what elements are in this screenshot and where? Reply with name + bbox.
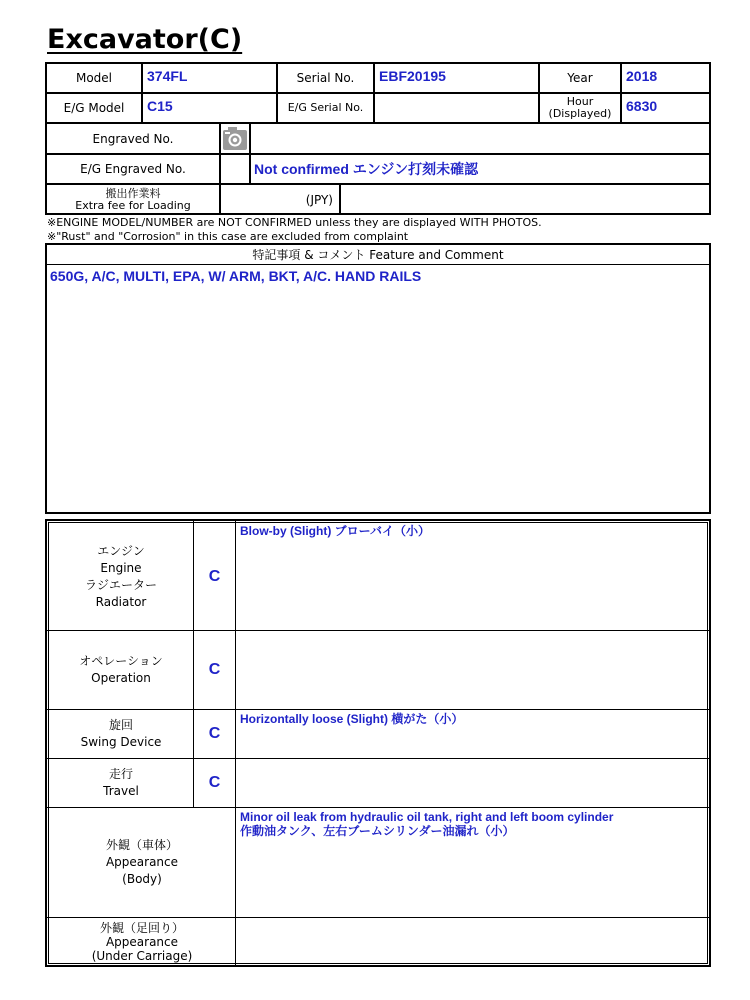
camera-icon[interactable] [222, 126, 248, 151]
engine-comment: Blow-by (Slight) ブローバイ（小） [240, 524, 431, 538]
hour-value: 6830 [626, 98, 658, 114]
page-title: Excavator(C) [47, 24, 243, 55]
eg-engraved-label: E/G Engraved No. [80, 162, 186, 176]
travel-label-en: Travel [103, 784, 139, 798]
note-engine-model: ※ENGINE MODEL/NUMBER are NOT CONFIRMED unless they are displayed WITH PHOTOS. [47, 216, 542, 229]
operation-label-en: Operation [91, 671, 151, 685]
hour-label-line1: Hour [566, 95, 594, 108]
swing-grade: C [208, 725, 221, 742]
body-label-jp: 外観（車体） [105, 838, 178, 852]
category-body-appearance [49, 808, 235, 917]
model-value: 374FL [147, 68, 188, 84]
undercarriage-label-jp: 外観（足回り） [99, 920, 184, 935]
model-label: Model [75, 71, 113, 85]
swing-label-en: Swing Device [80, 735, 162, 749]
body-label-sub: (Body) [122, 872, 162, 886]
category-operation [49, 631, 193, 709]
body-comment-jp: 作動油タンク、左右ブームシリンダー油漏れ（小） [240, 824, 515, 838]
category-engine [49, 523, 193, 630]
eg-model-label: E/G Model [63, 101, 125, 115]
year-label: Year [567, 71, 593, 85]
operation-label-jp: オペレーション [79, 654, 163, 668]
extra-fee-label-jp: 搬出作業料 [105, 186, 161, 200]
swing-comment: Horizontally loose (Slight) 横がた（小） [240, 712, 464, 726]
body-label-en: Appearance [105, 855, 179, 869]
category-swing [49, 710, 193, 758]
undercarriage-label-sub: (Under Carriage) [91, 948, 193, 963]
undercarriage-label-en: Appearance [105, 934, 179, 949]
feature-text: 650G, A/C, MULTI, EPA, W/ ARM, BKT, A/C. HAND RAILS [50, 268, 422, 284]
year-value: 2018 [626, 68, 658, 84]
extra-fee-label [47, 185, 219, 214]
currency-label: (JPY) [305, 192, 333, 207]
radiator-label-en: Radiator [95, 594, 147, 609]
engraved-label: Engraved No. [92, 131, 174, 146]
eg-engraved-value: Not confirmed エンジン打刻未確認 [254, 161, 479, 177]
extra-fee-label-en: Extra fee for Loading [75, 198, 191, 212]
engine-label-en: Engine [100, 560, 142, 575]
body-comment-en: Minor oil leak from hydraulic oil tank, right and left boom cylinder [240, 810, 614, 824]
category-travel [49, 759, 193, 807]
hour-label [540, 94, 620, 122]
note-rust: ※"Rust" and "Corrosion" in this case are excluded from complaint [47, 230, 409, 243]
engine-grade: C [208, 567, 221, 585]
operation-grade: C [208, 661, 221, 678]
category-undercarriage [49, 918, 235, 965]
engine-label-jp: エンジン [97, 543, 145, 558]
swing-label-jp: 旋回 [108, 718, 133, 732]
travel-label-jp: 走行 [108, 767, 133, 781]
eg-serial-label: E/G Serial No. [287, 101, 364, 114]
hour-label-line2: (Displayed) [548, 107, 612, 120]
serial-label: Serial No. [296, 71, 355, 85]
feature-header: 特記事項 & コメント Feature and Comment [252, 247, 504, 262]
serial-value: EBF20195 [379, 68, 446, 84]
radiator-label-jp: ラジエーター [84, 577, 157, 592]
eg-model-value: C15 [147, 98, 173, 114]
travel-grade: C [208, 774, 221, 791]
